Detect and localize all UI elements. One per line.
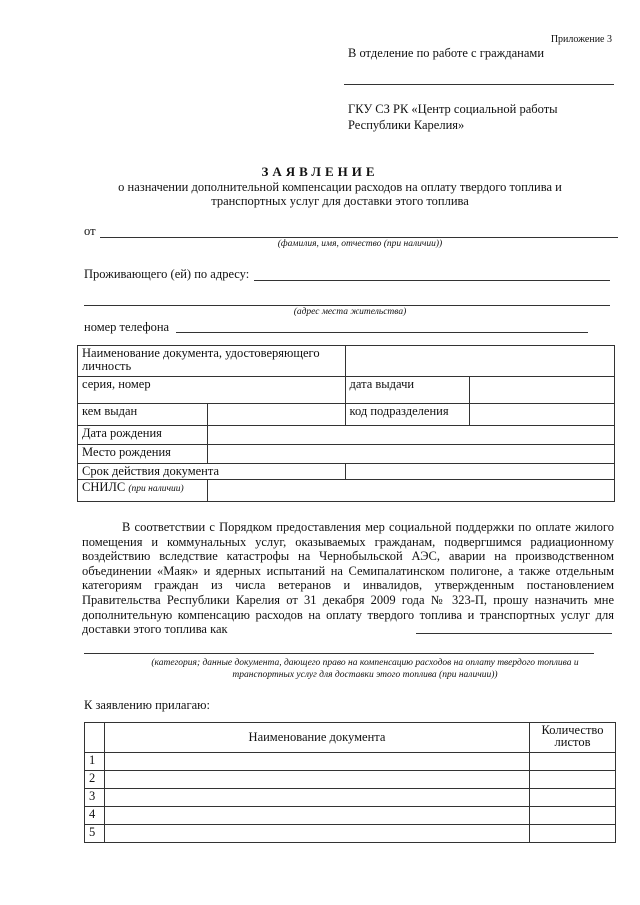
doc-name-cell[interactable]: [104, 771, 529, 789]
row-number: 1: [85, 753, 105, 771]
phone-label: номер телефона: [84, 320, 170, 334]
address-caption: (адрес места жительства): [293, 307, 407, 317]
count-header-line1: Количество: [541, 723, 604, 737]
doc-name-label: Наименование документа, удостоверяющего личность: [78, 346, 346, 377]
from-caption: (фамилия, имя, отчество (при наличии)): [277, 239, 443, 249]
doc-name-cell[interactable]: [104, 753, 529, 771]
snils-label: [78, 480, 208, 502]
from-label: от: [84, 224, 96, 238]
validity-field[interactable]: [345, 464, 615, 480]
birth-place-field[interactable]: [207, 445, 614, 464]
count-cell[interactable]: [530, 771, 616, 789]
document-title: ЗАЯВЛЕНИЕ: [261, 164, 379, 179]
attachments-table: [84, 722, 616, 843]
addressee-blank-line: [344, 84, 614, 85]
category-caption-line2: транспортных услуг для доставки этого топлива (при наличии)): [232, 670, 498, 680]
category-field-line2[interactable]: [84, 653, 594, 654]
table-row: [85, 807, 616, 825]
from-field[interactable]: [100, 237, 618, 238]
doc-name-cell[interactable]: [104, 825, 529, 843]
statement-text: В соответствии с Порядком предоставления мер социальной поддержки по оплате жилого помещения и коммунальных услуг, оказываемых гражданам, подвергшимся радиационному воздействию вследствие катастрофы на Чернобыльской АЭС, аварии на производственном объединении «Маяк» и ядерных испытаний на Семипалатинском полигоне, а также отдельным категориям граждан из числа ветеранов и инвалидов, утвержденным постановлением Правительства Республики Карелия от 31 декабря 2009 года № 323-П, прошу назначить мне дополнительную компенсацию расходов на оплату твердого топлива и транспортных услуг для доставки этого топлива как: [82, 520, 614, 637]
issued-by-label: кем выдан: [78, 404, 208, 426]
birth-date-field[interactable]: [207, 426, 614, 445]
id-document-table: [77, 345, 615, 502]
appendix-label: Приложение 3: [550, 34, 612, 45]
division-code-label: код подразделения: [345, 404, 470, 426]
count-header-line2: листов: [554, 735, 591, 749]
doc-name-field[interactable]: [345, 346, 615, 377]
row-number: 3: [85, 789, 105, 807]
row-number: 2: [85, 771, 105, 789]
category-field-line1[interactable]: [416, 633, 612, 634]
address-field-line2[interactable]: [84, 305, 610, 306]
addressee-org-line1: ГКУ СЗ РК «Центр социальной работы: [348, 102, 558, 116]
category-caption: [100, 657, 630, 681]
series-label: серия, номер: [78, 377, 346, 404]
count-cell[interactable]: [530, 825, 616, 843]
addressee-line: В отделение по работе с гражданами: [348, 46, 545, 60]
count-cell[interactable]: [530, 753, 616, 771]
row-number: 5: [85, 825, 105, 843]
snils-note: (при наличии): [128, 484, 184, 494]
address-label: Проживающего (ей) по адресу:: [84, 267, 250, 281]
snils-text: СНИЛС: [82, 480, 126, 494]
attach-header-num: [85, 723, 105, 753]
doc-name-cell[interactable]: [104, 789, 529, 807]
birth-date-label: Дата рождения: [78, 426, 208, 445]
birth-place-label: Место рождения: [78, 445, 208, 464]
row-number: 4: [85, 807, 105, 825]
snils-field[interactable]: [207, 480, 614, 502]
address-field-line1[interactable]: [254, 280, 610, 281]
subtitle-line1: о назначении дополнительной компенсации расходов на оплату твердого топлива и: [118, 180, 562, 194]
table-row: [85, 753, 616, 771]
validity-label: Срок действия документа: [78, 464, 346, 480]
count-cell[interactable]: [530, 789, 616, 807]
issue-date-field[interactable]: [470, 377, 615, 404]
attach-header-name: Наименование документа: [104, 723, 529, 753]
division-code-field[interactable]: [470, 404, 615, 426]
statement-paragraph: [82, 520, 614, 637]
table-row: [85, 771, 616, 789]
subtitle-line2: транспортных услуг для доставки этого топлива: [211, 194, 469, 208]
issue-date-label: дата выдачи: [345, 377, 470, 404]
table-row: [85, 825, 616, 843]
attach-header-count: [530, 723, 616, 753]
table-row: [85, 789, 616, 807]
addressee-org-line2: Республики Карелия»: [348, 118, 465, 132]
attach-label: К заявлению прилагаю:: [84, 698, 210, 712]
document-subtitle: [80, 180, 600, 208]
doc-name-cell[interactable]: [104, 807, 529, 825]
issued-by-field[interactable]: [207, 404, 345, 426]
category-caption-line1: (категория; данные документа, дающего право на компенсацию расходов на оплату твердого топлива и: [151, 658, 579, 668]
count-cell[interactable]: [530, 807, 616, 825]
phone-field[interactable]: [176, 332, 588, 333]
